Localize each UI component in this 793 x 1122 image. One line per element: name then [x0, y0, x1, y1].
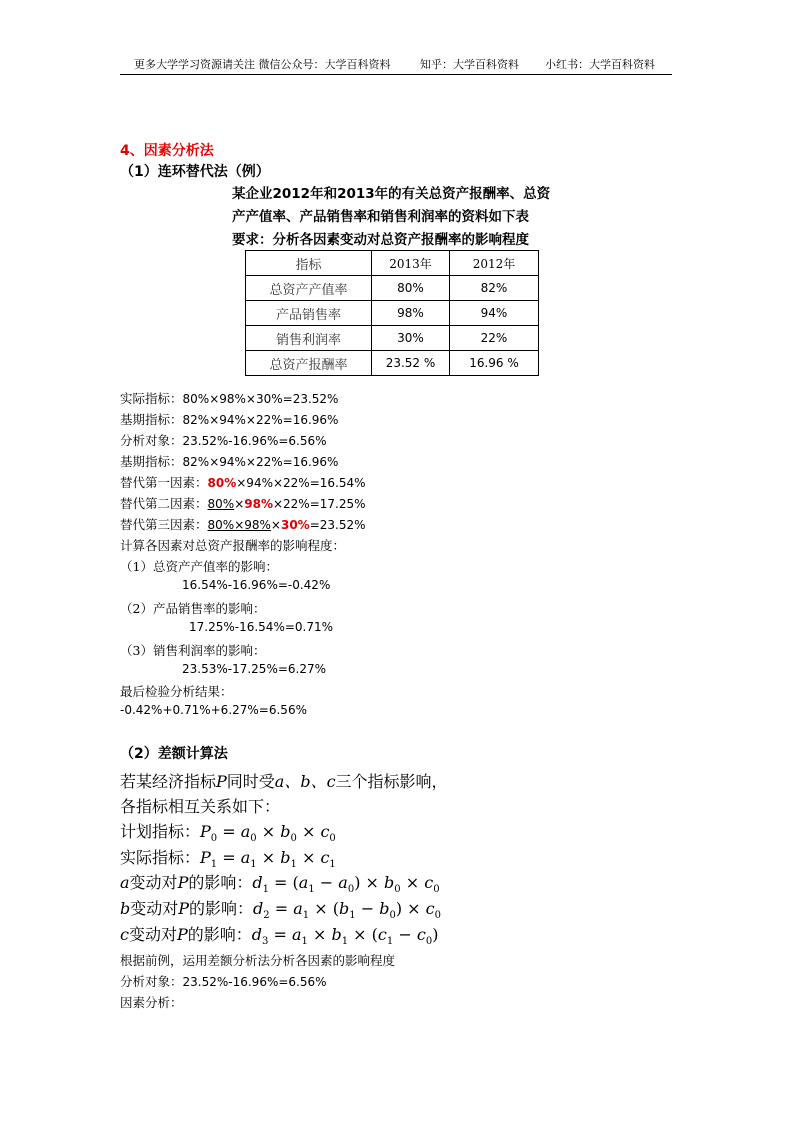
value-highlight: 30%: [280, 518, 310, 532]
header-zhihu: 知乎：大学百科资料: [420, 58, 519, 71]
label: 实际指标：: [120, 391, 183, 406]
value: 23.52%-16.96%=6.56%: [182, 434, 327, 448]
example-line-3: 要求：分析各因素变动对总资产报酬率的影响程度: [232, 232, 529, 248]
impact-intro: 计算各因素对总资产报酬率的影响程度：: [120, 538, 346, 553]
check-label: 最后检验分析结果：: [120, 684, 233, 699]
page-header: [120, 52, 672, 75]
label: 替代第二因素：: [120, 496, 208, 511]
table-cell: 产品销售率: [246, 301, 372, 326]
var: b: [120, 899, 131, 918]
actual-formula: 实际指标：$P_1 = a_1 \times b_1 \times c_1$: [120, 848, 336, 871]
table-row: [246, 276, 539, 301]
var: P: [176, 925, 188, 944]
plan-formula: 计划指标：$P_0 = a_0 \times b_0 \times c_0$: [120, 822, 336, 845]
var: c: [120, 925, 129, 944]
analysis-object-line: [120, 431, 327, 449]
table-cell: 销售利润率: [246, 326, 372, 351]
a-impact-formula: a变动对P的影响：$d_1 = (a_1 - a_0) \times b_0 \times c_0$: [120, 873, 440, 896]
label: 的影响：: [188, 873, 253, 892]
table-cell: 总资产产值率: [246, 276, 372, 301]
label: 的影响：: [189, 899, 254, 918]
value: 23.52%-16.96%=6.56%: [182, 975, 327, 989]
value: ×: [234, 497, 245, 511]
substitute-second-line: [120, 494, 366, 512]
label: 替代第三因素：: [120, 517, 208, 532]
value-underlined: 80%×98%: [207, 518, 271, 532]
var: a: [120, 873, 130, 892]
table-cell: 16.96 %: [450, 351, 539, 376]
footer-line-2: [120, 972, 327, 990]
label: 基期指标：: [120, 454, 183, 469]
c-impact-formula: c变动对P的影响：$d_3 = a_1 \times b_1 \times (c_1 - c_0)$: [120, 925, 439, 948]
table-cell: 总资产报酬率: [246, 351, 372, 376]
label: 基期指标：: [120, 412, 183, 427]
substitute-third-line: [120, 515, 366, 533]
label: 实际指标：: [120, 848, 201, 867]
value: 80%×98%×30%=23.52%: [182, 392, 339, 406]
table-header-cell: 2013年: [372, 251, 450, 276]
table-cell: 23.52 %: [372, 351, 450, 376]
impact-1-label: （1）总资产产值率的影响：: [120, 559, 278, 574]
header-xiaohongshu: 小红书：大学百科资料: [545, 58, 655, 71]
base-indicator-line: [120, 410, 338, 428]
impact-3-label: （3）销售利润率的影响：: [120, 643, 266, 658]
var: P: [216, 772, 227, 791]
table-row: [246, 351, 539, 376]
var: a、b、c: [274, 772, 336, 791]
value-highlight: 80%: [207, 476, 237, 490]
data-table: [245, 250, 539, 376]
section-title: 4、因素分析法: [120, 143, 214, 159]
table-cell: 80%: [372, 276, 450, 301]
value: ×: [270, 518, 281, 532]
impact-3-value: 23.53%-17.25%=6.27%: [182, 662, 327, 676]
table-cell: 82%: [450, 276, 539, 301]
table-header-row: [246, 251, 539, 276]
label: 计划指标：: [120, 822, 201, 841]
var: P: [178, 899, 190, 918]
label: 分析对象：: [120, 433, 183, 448]
subsection-2-title: （2）差额计算法: [120, 746, 228, 762]
table-header-cell: 2012年: [450, 251, 539, 276]
label: 替代第一因素：: [120, 475, 208, 490]
value: =23.52%: [309, 518, 366, 532]
example-line-2: 产产值率、产品销售率和销售利润率的资料如下表: [232, 209, 529, 225]
footer-line-3: 因素分析：: [120, 995, 183, 1010]
table-cell: 94%: [450, 301, 539, 326]
value-underlined: 80%: [207, 497, 235, 511]
example-line-1: 某企业2012年和2013年的有关总资产报酬率、总资: [232, 186, 551, 202]
impact-2-value: 17.25%-16.54%=0.71%: [189, 620, 334, 634]
substitute-first-line: [120, 473, 366, 491]
var: P: [177, 873, 189, 892]
value: 82%×94%×22%=16.96%: [182, 413, 339, 427]
label: 变动对: [130, 899, 179, 918]
table-cell: 98%: [372, 301, 450, 326]
impact-1-value: 16.54%-16.96%=-0.42%: [182, 578, 331, 592]
label: 分析对象：: [120, 974, 183, 989]
text: 同时受: [226, 772, 275, 791]
diff-intro-line-1: [120, 769, 448, 792]
footer-line-1: 根据前例，运用差额分析法分析各因素的影响程度: [120, 953, 396, 968]
value: ×94%×22%=16.54%: [236, 476, 366, 490]
value: 82%×94%×22%=16.96%: [182, 455, 339, 469]
b-impact-formula: b变动对P的影响：$d_2 = a_1 \times (b_1 - b_0) \times c_0$: [120, 899, 441, 922]
check-value: -0.42%+0.71%+6.27%=6.56%: [120, 703, 307, 717]
header-wechat: 更多大学学习资源请关注 微信公众号：大学百科资料: [134, 58, 391, 71]
label: 变动对: [128, 925, 177, 944]
text: 若某经济指标: [120, 772, 217, 791]
table-row: [246, 326, 539, 351]
table-header-cell: 指标: [246, 251, 372, 276]
text: 三个指标影响，: [335, 772, 448, 791]
value: ×22%=17.25%: [272, 497, 366, 511]
diff-intro-line-2: 各指标相互关系如下：: [120, 797, 281, 816]
value-highlight: 98%: [244, 497, 273, 511]
label: 变动对: [129, 873, 178, 892]
subsection-1-title: （1）连环替代法（例）: [120, 164, 270, 180]
impact-2-label: （2）产品销售率的影响：: [120, 601, 266, 616]
label: 的影响：: [187, 925, 252, 944]
actual-indicator-line: [120, 389, 338, 407]
table-cell: 22%: [450, 326, 539, 351]
table-cell: 30%: [372, 326, 450, 351]
table-row: [246, 301, 539, 326]
base-indicator-line-2: [120, 452, 338, 470]
